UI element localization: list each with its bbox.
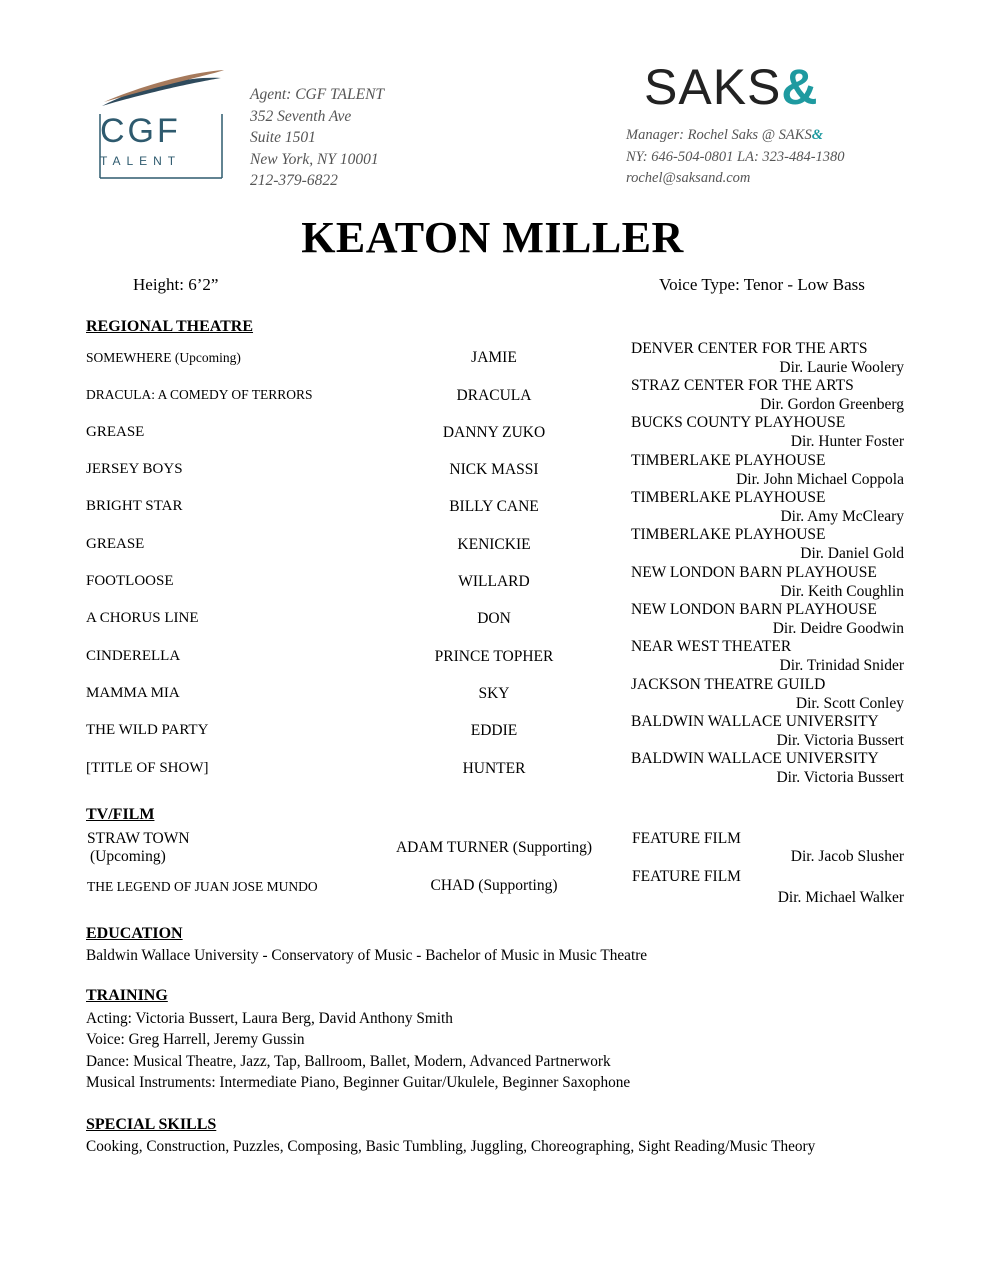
credit-venue-block (631, 526, 904, 563)
credit-venue: TIMBERLAKE PLAYHOUSE (631, 452, 826, 469)
manager-name: Manager: Rochel Saks @ SAKS (626, 127, 812, 143)
credit-venue: NEW LONDON BARN PLAYHOUSE (631, 601, 877, 618)
manager-phones: NY: 646-504-0801 LA: 323-484-1380 (626, 148, 845, 165)
film-type-block (632, 830, 904, 866)
film-type-block (632, 868, 904, 907)
credit-venue: BALDWIN WALLACE UNIVERSITY (631, 713, 879, 730)
film-type: FEATURE FILM (632, 830, 741, 847)
credit-venue-block (631, 750, 904, 787)
credit-venue: BUCKS COUNTY PLAYHOUSE (631, 414, 846, 431)
credit-director: Dir. Scott Conley (795, 694, 904, 712)
credit-director: Dir. Keith Coughlin (780, 582, 904, 600)
cgf-logo-text: CGF (100, 112, 181, 150)
film-title: THE LEGEND OF JUAN JOSE MUNDO (87, 879, 318, 894)
performer-name: KEATON MILLER (301, 213, 684, 262)
credit-role: KENICKIE (457, 536, 531, 553)
credit-director: Dir. Victoria Bussert (776, 768, 904, 786)
credit-role: EDDIE (470, 722, 518, 739)
credit-venue-block (631, 414, 904, 451)
credit-venue-block (631, 713, 904, 750)
agent-line: 212-379-6822 (250, 172, 338, 189)
credit-venue-block (631, 676, 904, 713)
credit-director: Dir. John Michael Coppola (736, 470, 904, 488)
credit-role: BILLY CANE (449, 498, 539, 515)
regional-theatre-heading: REGIONAL THEATRE (86, 318, 254, 335)
saks-logo (644, 58, 819, 116)
credit-venue-block (631, 489, 904, 526)
credit-role: DRACULA (456, 387, 532, 404)
manager-info (626, 125, 845, 190)
special-skills-heading: SPECIAL SKILLS (86, 1116, 217, 1133)
film-director: Dir. Michael Walker (777, 889, 904, 906)
manager-amp: & (811, 127, 823, 143)
film-director: Dir. Jacob Slusher (790, 848, 904, 865)
credit-director: Dir. Hunter Foster (790, 432, 904, 450)
credit-venue: BALDWIN WALLACE UNIVERSITY (631, 750, 879, 767)
saks-logo-text: SAKS (644, 59, 782, 115)
agent-line: New York, NY 10001 (250, 150, 379, 168)
film-title-block (87, 830, 190, 866)
credit-role: HUNTER (462, 760, 526, 777)
height-stat: Height: 6’2” (133, 275, 219, 294)
credit-show: [TITLE OF SHOW] (86, 760, 209, 776)
credit-venue: TIMBERLAKE PLAYHOUSE (631, 526, 826, 543)
agent-line: Agent: CGF TALENT (250, 86, 385, 103)
credit-show: THE WILD PARTY (86, 722, 209, 738)
credit-venue: STRAZ CENTER FOR THE ARTS (631, 377, 854, 394)
credit-show: JERSEY BOYS (86, 461, 183, 477)
credit-venue-block (631, 638, 904, 675)
credit-venue-block (631, 452, 904, 489)
credit-show: CINDERELLA (86, 648, 181, 664)
special-skills-line: Cooking, Construction, Puzzles, Composing, Basic Tumbling, Juggling, Choreographing, Sight Reading/Music Theory (86, 1138, 816, 1155)
credit-director: Dir. Amy McCleary (780, 507, 904, 525)
saks-logo-amp: & (781, 59, 819, 115)
credit-director: Dir. Trinidad Snider (779, 656, 904, 674)
education-line: Baldwin Wallace University - Conservatory of Music - Bachelor of Music in Music Theatre (86, 947, 648, 964)
credit-venue-block (631, 340, 904, 377)
agent-info (250, 84, 384, 192)
credit-show: GREASE (86, 536, 145, 552)
training-line: Voice: Greg Harrell, Jeremy Gussin (86, 1031, 305, 1048)
film-title: STRAW TOWN (87, 830, 190, 847)
credit-venue: DENVER CENTER FOR THE ARTS (631, 340, 868, 357)
training-heading: TRAINING (86, 987, 168, 1004)
credit-role: PRINCE TOPHER (434, 648, 554, 665)
film-type: FEATURE FILM (632, 868, 741, 885)
tvfilm-heading: TV/FILM (86, 806, 155, 823)
film-role: ADAM TURNER (Supporting) (395, 839, 593, 856)
training-line: Musical Instruments: Intermediate Piano, Beginner Guitar/Ukulele, Beginner Saxophone (86, 1074, 631, 1091)
credit-director: Dir. Deidre Goodwin (772, 619, 904, 637)
film-note: (Upcoming) (90, 848, 166, 865)
credit-director: Dir. Laurie Woolery (779, 358, 904, 376)
credit-role: SKY (478, 685, 510, 702)
credit-venue-block (631, 564, 904, 601)
credit-show: MAMMA MIA (86, 685, 180, 701)
credit-role: DANNY ZUKO (442, 424, 546, 441)
credit-show: GREASE (86, 424, 145, 440)
credit-venue: JACKSON THEATRE GUILD (631, 676, 826, 693)
training-line: Dance: Musical Theatre, Jazz, Tap, Ballroom, Ballet, Modern, Advanced Partnerwork (86, 1053, 611, 1070)
manager-email: rochel@saksand.com (626, 170, 751, 186)
credit-role: DON (477, 610, 511, 627)
credit-venue-block (631, 377, 904, 414)
education-heading: EDUCATION (86, 925, 183, 942)
credit-show: FOOTLOOSE (86, 573, 174, 589)
credit-role: WILLARD (458, 573, 530, 590)
credit-director: Dir. Gordon Greenberg (760, 395, 904, 413)
agent-line: 352 Seventh Ave (250, 107, 352, 125)
credit-venue: TIMBERLAKE PLAYHOUSE (631, 489, 826, 506)
credit-venue: NEW LONDON BARN PLAYHOUSE (631, 564, 877, 581)
film-role: CHAD (Supporting) (430, 877, 558, 894)
credit-venue-block (631, 601, 904, 638)
voice-type-stat: Voice Type: Tenor - Low Bass (659, 275, 865, 294)
credit-show: DRACULA: A COMEDY OF TERRORS (86, 387, 313, 402)
credit-show: SOMEWHERE (Upcoming) (86, 350, 241, 365)
credit-role: JAMIE (471, 349, 517, 366)
credit-show: A CHORUS LINE (86, 610, 199, 626)
agent-line: Suite 1501 (250, 129, 316, 146)
credit-show: BRIGHT STAR (86, 498, 183, 514)
cgf-logo-subtext: TALENT (100, 154, 182, 168)
training-line: Acting: Victoria Bussert, Laura Berg, David Anthony Smith (86, 1010, 453, 1027)
credit-director: Dir. Daniel Gold (800, 544, 904, 562)
credit-venue: NEAR WEST THEATER (631, 638, 792, 655)
credit-director: Dir. Victoria Bussert (776, 731, 904, 749)
manager-line (626, 125, 845, 147)
credit-role: NICK MASSI (449, 461, 539, 478)
